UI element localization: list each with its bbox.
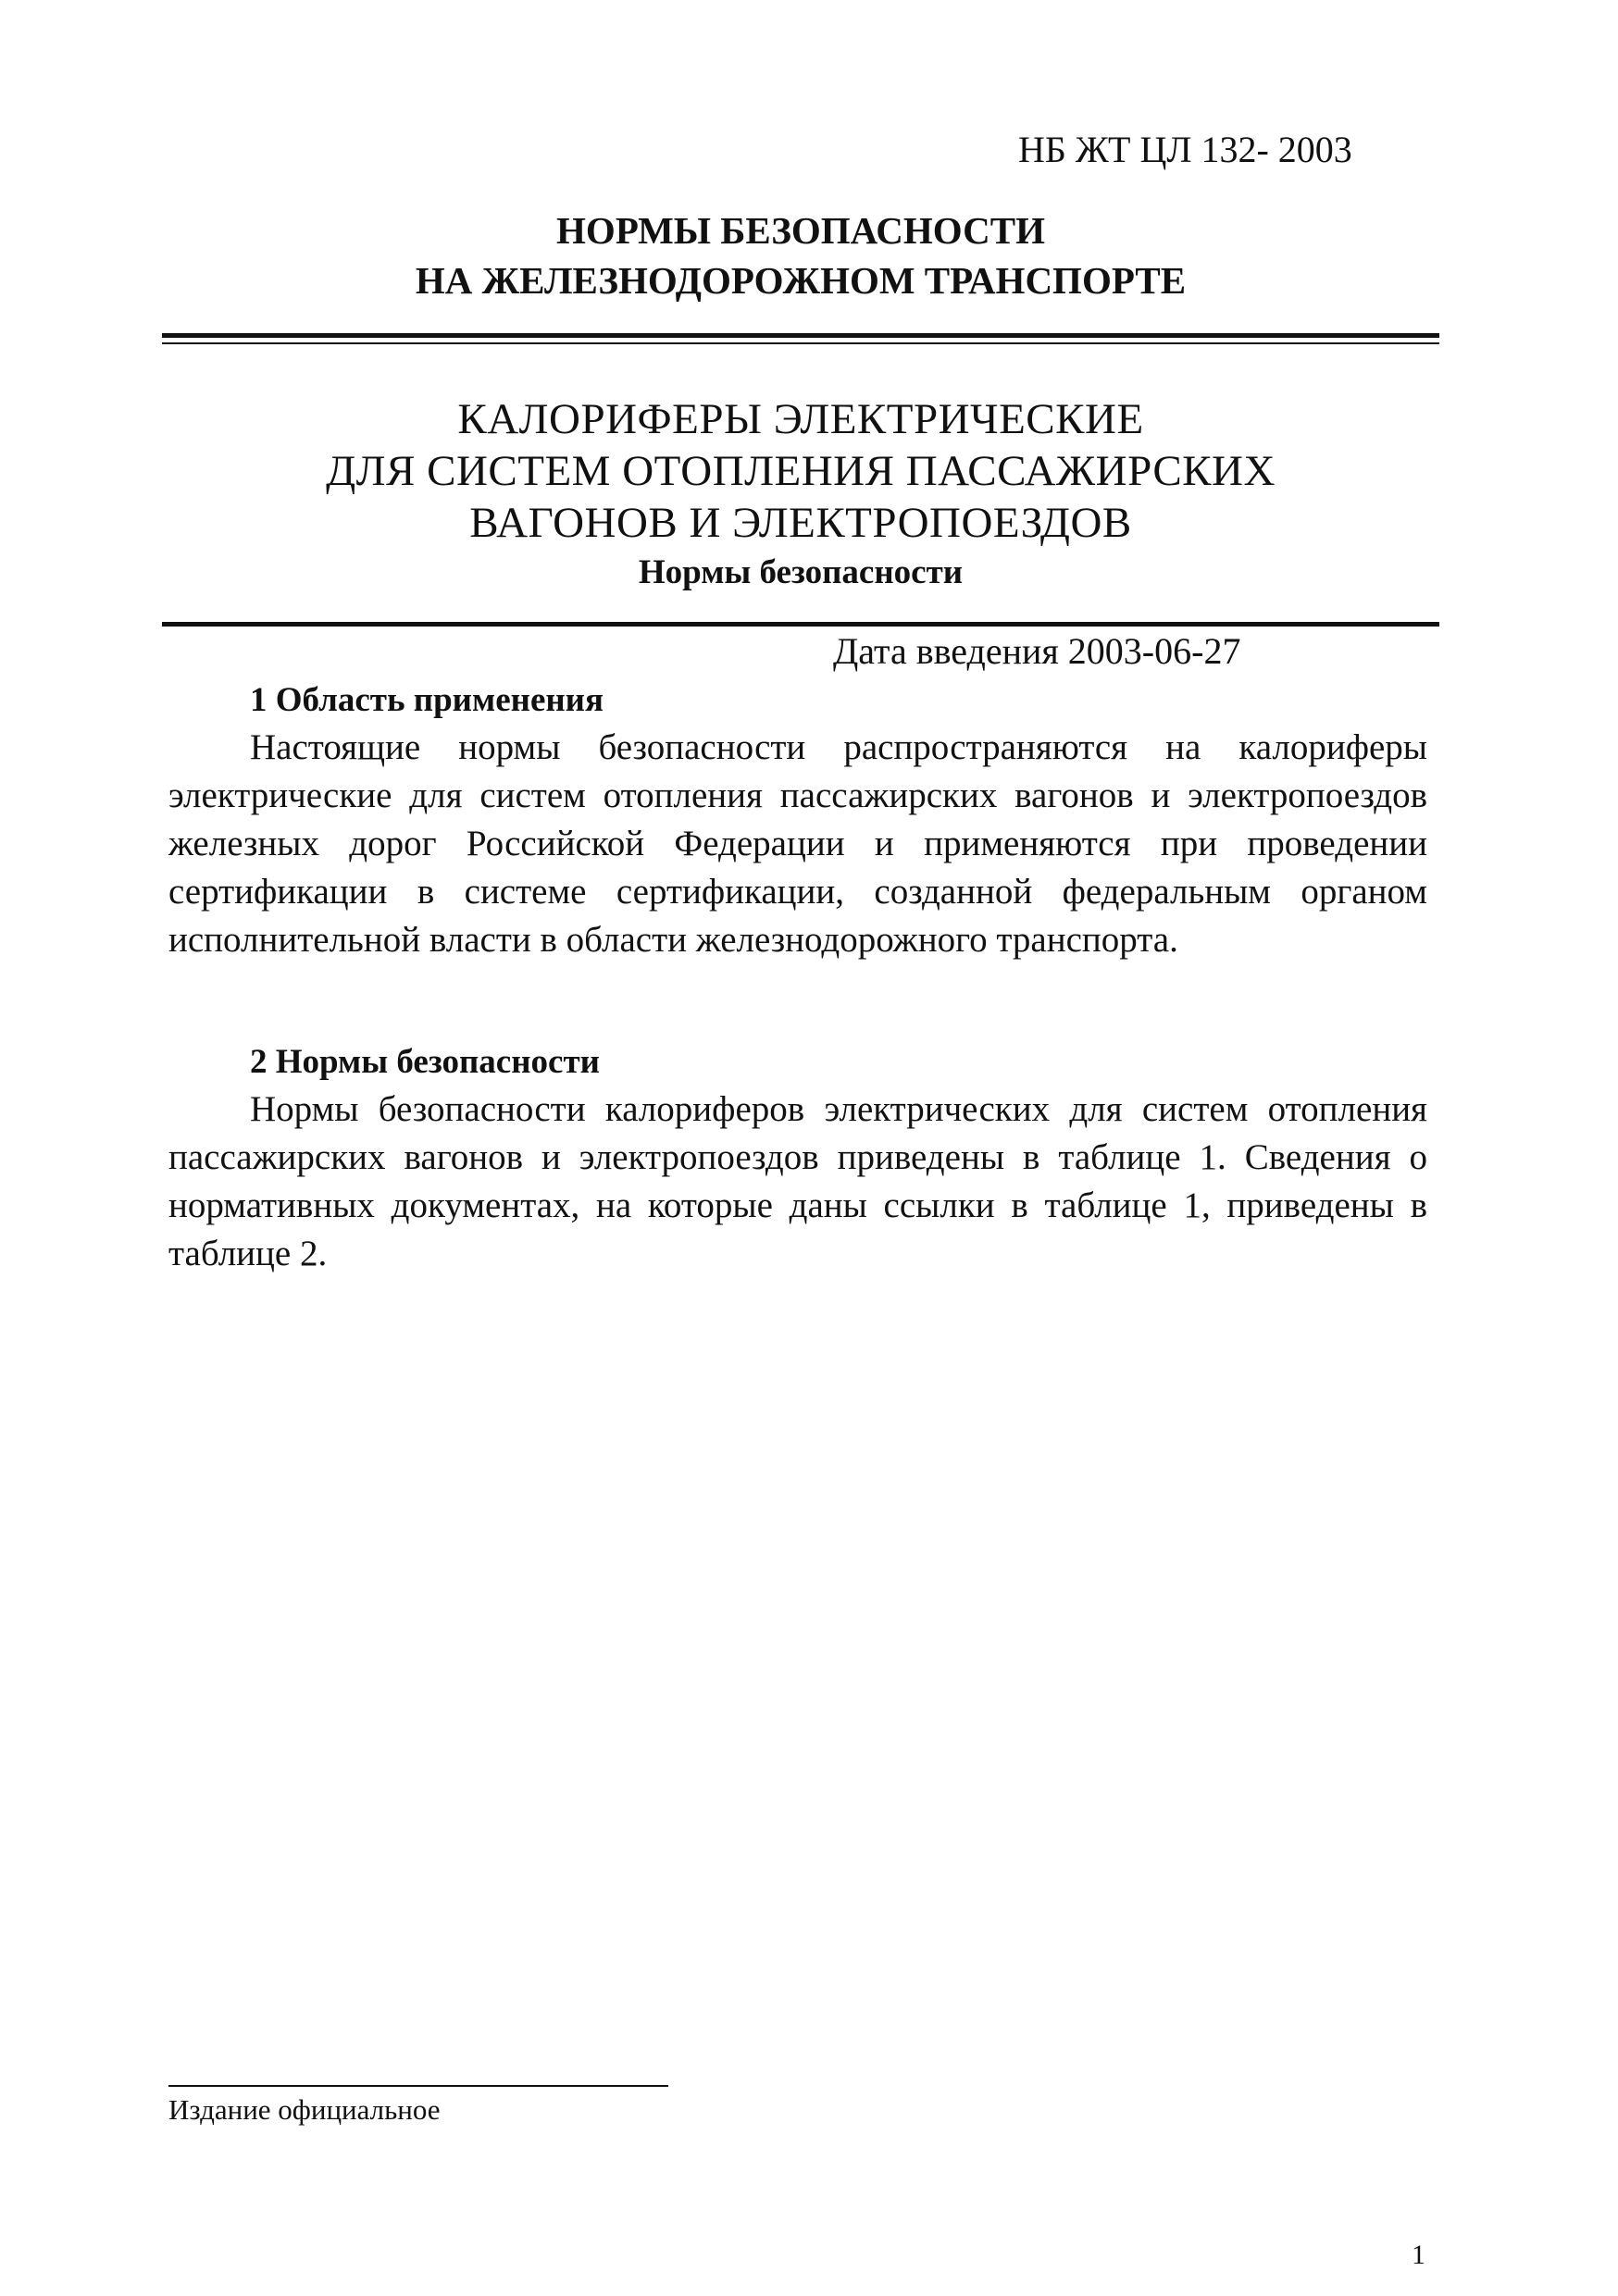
page-number: 1 — [1412, 2240, 1425, 2270]
title-bottom-rule — [162, 622, 1439, 627]
section-2-body — [168, 1086, 1427, 1278]
document-title-line-3: ВАГОНОВ И ЭЛЕКТРОПОЕЗДОВ — [469, 499, 1132, 547]
header-double-rule — [162, 333, 1439, 344]
footnote-rule — [168, 2085, 668, 2087]
section-2-heading: 2 Нормы безопасности — [250, 1043, 600, 1081]
section-1-paragraph: Настоящие нормы безопасности распространяются на калориферы электрические для систем отопления пассажирских вагонов и электропоездов железных дорог Российской Федерации и применяются при проведении сертификации в системе сертификации, созданной федеральным органом исполнительной власти в области железнодорожного транспорта. — [168, 727, 1427, 960]
document-code: НБ ЖТ ЦЛ 132- 2003 — [1018, 129, 1352, 170]
header-title — [162, 205, 1439, 305]
section-2-paragraph: Нормы безопасности калориферов электрических для систем отопления пассажирских вагонов и электропоездов приведены в таблице 1. Сведения о нормативных документах, на которые даны ссылки в таблице 1, приведены в таблице 2. — [168, 1089, 1427, 1273]
header-title-line-1: НОРМЫ БЕЗОПАСНОСТИ — [556, 209, 1045, 252]
header-title-line-2: НА ЖЕЛЕЗНОДОРОЖНОМ ТРАНСПОРТЕ — [415, 259, 1187, 302]
section-1-body — [168, 724, 1427, 964]
introduction-date: Дата введения 2003-06-27 — [833, 630, 1241, 672]
section-1-heading: 1 Область применения — [250, 681, 604, 719]
edition-note: Издание официальное — [168, 2093, 441, 2126]
document-title-line-1: КАЛОРИФЕРЫ ЭЛЕКТРИЧЕСКИЕ — [457, 395, 1144, 443]
document-subtitle: Нормы безопасности — [638, 553, 964, 591]
document-title — [162, 393, 1439, 549]
document-title-line-2: ДЛЯ СИСТЕМ ОТОПЛЕНИЯ ПАССАЖИРСКИХ — [326, 447, 1276, 495]
